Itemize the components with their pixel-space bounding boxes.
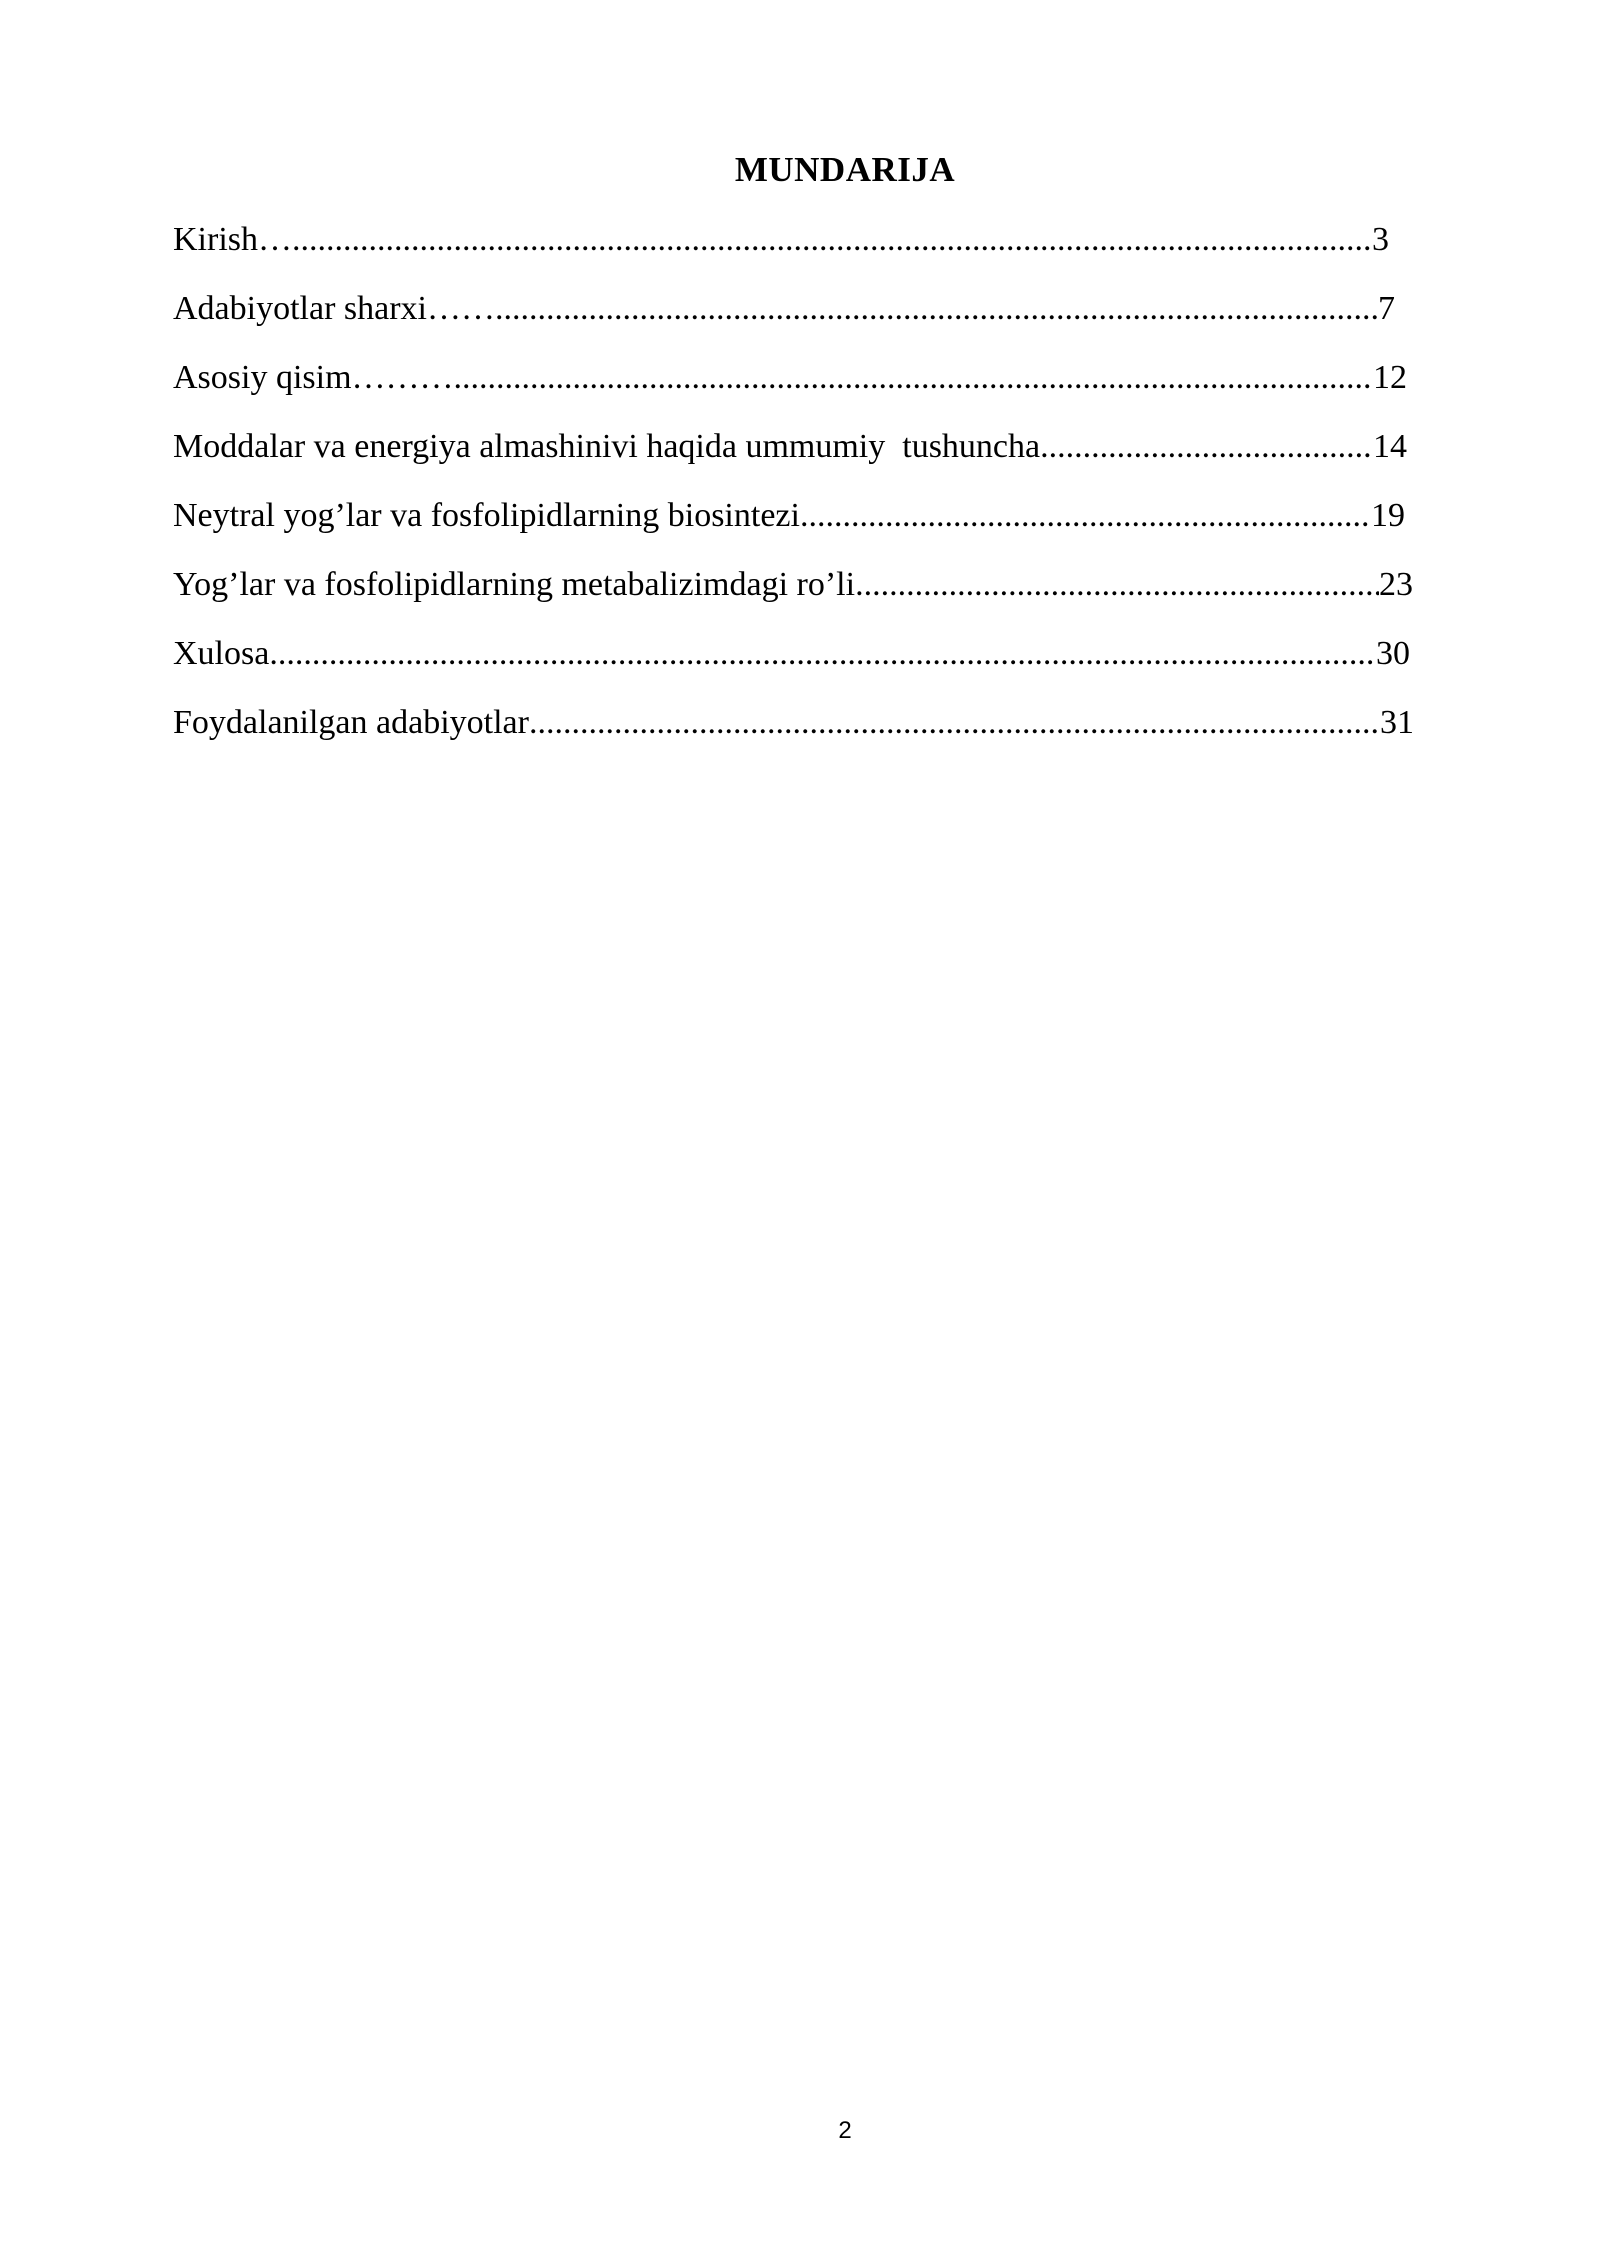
toc-dot-leader bbox=[1040, 427, 1373, 467]
toc-item-page-number: 19 bbox=[1371, 497, 1405, 534]
toc-item-label: Asosiy qisim……… bbox=[173, 359, 454, 396]
toc-dot-leader bbox=[269, 634, 1376, 674]
toc-dot-leader bbox=[495, 289, 1378, 329]
toc-item-adabiyotlar-sharxi bbox=[173, 289, 1395, 329]
toc-item-asosiy-qisim bbox=[173, 358, 1407, 398]
table-of-contents bbox=[173, 220, 1414, 772]
toc-item-label: Kirish… bbox=[173, 221, 292, 258]
toc-item-moddalar bbox=[173, 427, 1407, 467]
toc-dot-leader bbox=[292, 220, 1372, 260]
toc-item-label: Xulosa bbox=[173, 635, 270, 672]
toc-item-page-number: 3 bbox=[1372, 221, 1389, 258]
toc-dot-leader bbox=[855, 565, 1379, 605]
toc-item-label: Foydalanilgan adabiyotlar bbox=[173, 704, 529, 741]
toc-item-label: Neytral yog’lar va fosfolipidlarning biosintezi bbox=[173, 497, 800, 534]
toc-dot-leader bbox=[800, 496, 1371, 536]
toc-item-label: Yog’lar va fosfolipidlarning metabalizimdagi ro’li bbox=[173, 566, 856, 603]
toc-item-page-number: 30 bbox=[1376, 635, 1410, 672]
toc-item-kirish bbox=[173, 220, 1389, 260]
toc-item-page-number: 14 bbox=[1373, 428, 1407, 465]
toc-dot-leader bbox=[454, 358, 1373, 398]
page-title: MUNDARIJA bbox=[734, 150, 956, 189]
toc-item-page-number: 31 bbox=[1380, 704, 1414, 741]
toc-item-neytral-yoglar bbox=[173, 496, 1405, 536]
toc-item-page-number: 7 bbox=[1378, 290, 1395, 327]
toc-dot-leader bbox=[529, 703, 1380, 743]
toc-item-xulosa bbox=[173, 634, 1410, 674]
toc-item-label: Moddalar va energiya almashinivi haqida ummumiy tushuncha bbox=[173, 428, 1041, 465]
toc-item-yoglar-metabolizm bbox=[173, 565, 1413, 605]
toc-item-page-number: 12 bbox=[1373, 359, 1407, 396]
toc-item-label: Adabiyotlar sharxi…… bbox=[173, 290, 495, 327]
toc-item-page-number: 23 bbox=[1379, 566, 1413, 603]
toc-item-foydalanilgan-adabiyotlar bbox=[173, 703, 1414, 743]
page-number: 2 bbox=[838, 2117, 852, 2144]
